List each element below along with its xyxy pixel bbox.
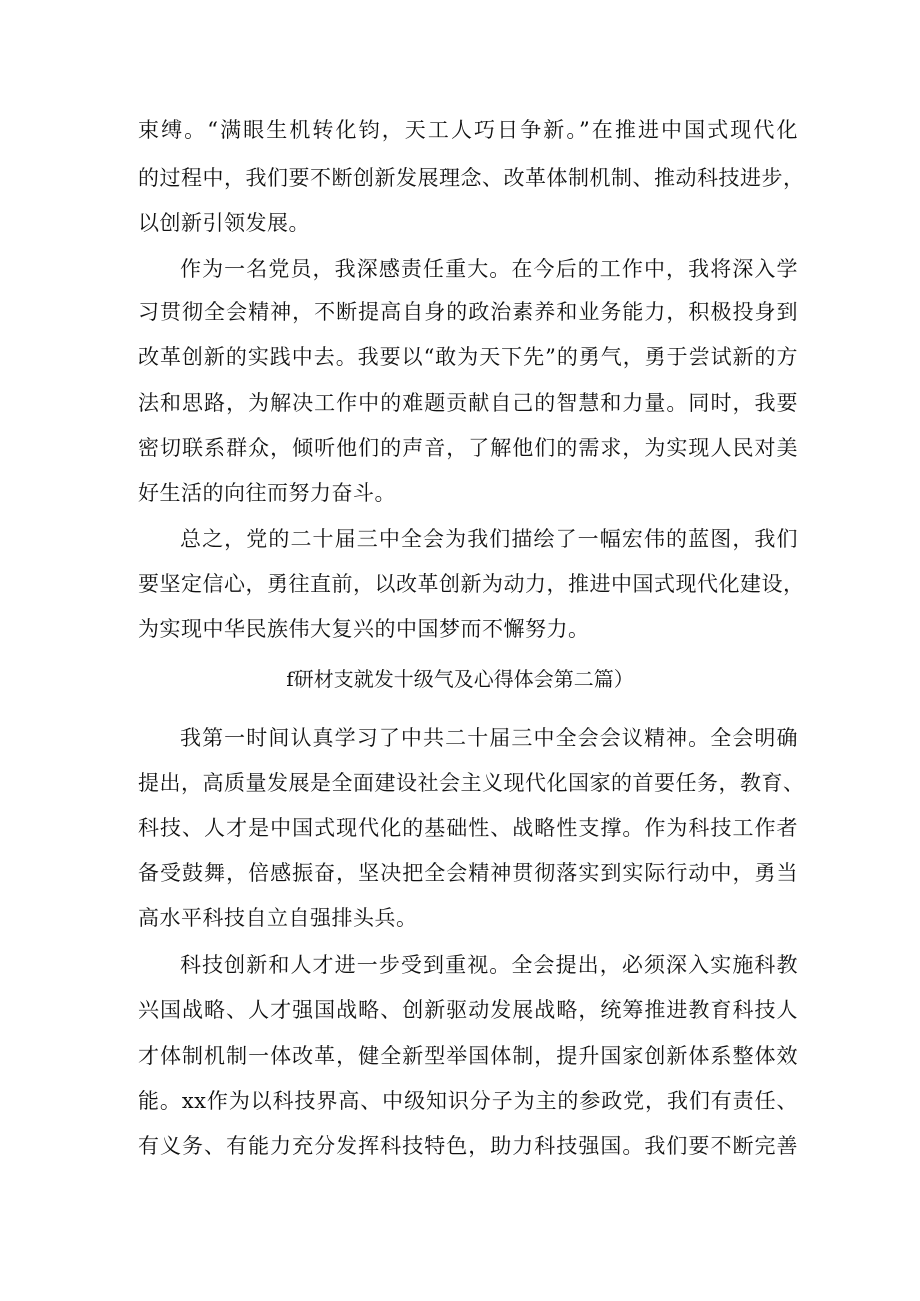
text-line: 作为一名党员，我深感责任重大。在今后的工作中，我将深入学	[180, 257, 798, 281]
text-line: 密切联系群众，倾听他们的声音，了解他们的需求，为实现人民对美	[138, 436, 798, 460]
text-line: 备受鼓舞，倍感振奋，坚决把全会精神贯彻落实到实际行动中，勇当	[138, 861, 798, 885]
text-line: 高水平科技自立自强排头兵。	[138, 906, 418, 930]
text-line: 提出，高质量发展是全面建设社会主义现代化国家的首要任务，教育、	[138, 771, 805, 795]
text-line: 科技创新和人才进一步受到重视。全会提出，必须深入实施科教	[180, 953, 798, 977]
text-line: 法和思路，为解决工作中的难题贡献自己的智慧和力量。同时，我要	[138, 391, 798, 415]
text-line: 我第一时间认真学习了中共二十届三中全会会议精神。全会明确	[180, 726, 798, 750]
text-line: 有义务、有能力充分发挥科技特色，助力科技强国。我们要不断完善	[138, 1134, 798, 1158]
text-line: 才体制机制一体改革，健全新型举国体制，提升国家创新体系整体效	[138, 1044, 798, 1068]
text-line: 习贯彻全会精神，不断提高自身的政治素养和业务能力，积极投身到	[138, 300, 798, 324]
text-line: 改革创新的实践中去。我要以“敢为天下先”的勇气，勇于尝试新的方	[138, 345, 798, 369]
text-line: 总之，党的二十届三中全会为我们描绘了一幅宏伟的蓝图，我们	[180, 527, 798, 551]
section-heading: f研材支就发十级气及心得体会第二篇）	[286, 667, 634, 691]
text-line: 能。xx作为以科技界高、中级知识分子为主的参政党，我们有责任、	[138, 1089, 798, 1113]
text-line: 好生活的向往而努力奋斗。	[138, 481, 396, 505]
text-line: 以创新引领发展。	[138, 211, 310, 235]
text-line: 要坚定信心，勇往直前，以改革创新为动力，推进中国式现代化建设，	[138, 572, 805, 596]
text-line: 束缚。“满眼生机转化钧，天工人巧日争新。”在推进中国式现代化	[138, 118, 798, 142]
text-line: 科技、人才是中国式现代化的基础性、战略性支撑。作为科技工作者	[138, 816, 798, 840]
text-line: 兴国战略、人才强国战略、创新驱动发展战略，统筹推进教育科技人	[138, 998, 798, 1022]
text-line: 为实现中华民族伟大复兴的中国梦而不懈努力。	[138, 617, 590, 641]
text-line: 的过程中，我们要不断创新发展理念、改革体制机制、推动科技进步，	[138, 166, 805, 190]
